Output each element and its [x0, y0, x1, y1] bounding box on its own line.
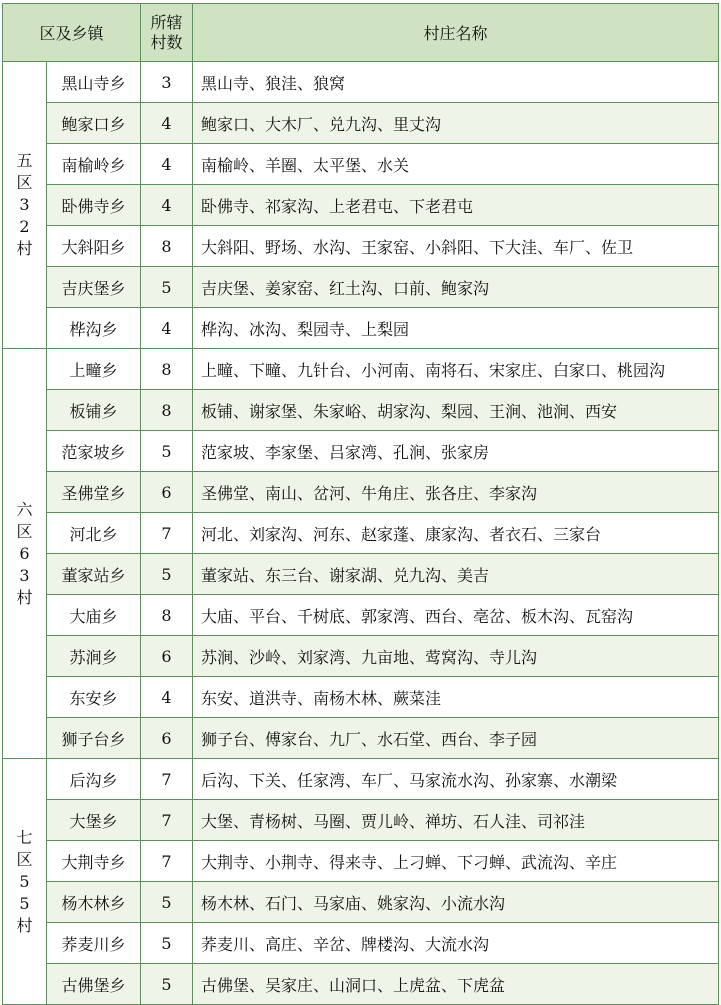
- village-count: 8: [141, 595, 193, 636]
- village-count: 5: [141, 882, 193, 923]
- town-name: 河北乡: [47, 513, 141, 554]
- town-name: 苏涧乡: [47, 636, 141, 677]
- town-name: 董家站乡: [47, 554, 141, 595]
- table-row: [3, 144, 719, 185]
- district-label: 六区63村: [16, 499, 33, 607]
- town-name: 圣佛堂乡: [47, 472, 141, 513]
- village-count: 8: [141, 349, 193, 390]
- village-count: 8: [141, 390, 193, 431]
- village-count: 6: [141, 718, 193, 759]
- table-row: [3, 800, 719, 841]
- table-row: [3, 841, 719, 882]
- town-name: 鲍家口乡: [47, 103, 141, 144]
- district-label: 五区32村: [16, 151, 33, 258]
- village-names: 吉庆堡、姜家窑、红土沟、口前、鲍家沟: [193, 267, 719, 308]
- village-names: 范家坡、李家堡、吕家湾、孔涧、张家房: [193, 431, 719, 472]
- town-name: 南榆岭乡: [47, 144, 141, 185]
- town-name: 东安乡: [47, 677, 141, 718]
- village-count: 8: [141, 226, 193, 267]
- village-names: 南榆岭、羊圈、太平堡、水关: [193, 144, 719, 185]
- district-cell: [3, 349, 47, 759]
- village-count: 6: [141, 636, 193, 677]
- village-names: 董家站、东三台、谢家湖、兑九沟、美吉: [193, 554, 719, 595]
- village-count: 7: [141, 759, 193, 800]
- village-count: 5: [141, 431, 193, 472]
- village-names: 板铺、谢家堡、朱家峪、胡家沟、梨园、王涧、池涧、西安: [193, 390, 719, 431]
- table-row: [3, 472, 719, 513]
- town-name: 荞麦川乡: [47, 923, 141, 964]
- village-names: 卧佛寺、祁家沟、上老君屯、下老君屯: [193, 185, 719, 226]
- table-row: [3, 759, 719, 800]
- village-table: [2, 3, 719, 1005]
- village-count: 5: [141, 964, 193, 1005]
- town-name: 板铺乡: [47, 390, 141, 431]
- table-row: [3, 267, 719, 308]
- header-count-line1: 所辖: [150, 12, 183, 32]
- village-names: 东安、道洪寺、南杨木林、蕨菜洼: [193, 677, 719, 718]
- district-cell: [3, 62, 47, 349]
- village-names: 后沟、下关、任家湾、车厂、马家流水沟、孙家寨、水潮梁: [193, 759, 719, 800]
- table-row: [3, 595, 719, 636]
- table-row: [3, 103, 719, 144]
- village-names: 狮子台、傅家台、九厂、水石堂、西台、李子园: [193, 718, 719, 759]
- village-names: 大斜阳、野场、水沟、王家窑、小斜阳、下大洼、车厂、佐卫: [193, 226, 719, 267]
- village-count: 5: [141, 923, 193, 964]
- village-count: 3: [141, 62, 193, 103]
- village-names: 圣佛堂、南山、岔河、牛角庄、张各庄、李家沟: [193, 472, 719, 513]
- table-row: [3, 923, 719, 964]
- village-names: 桦沟、冰沟、梨园寺、上梨园: [193, 308, 719, 349]
- village-names: 大荆寺、小荆寺、得来寺、上刁蝉、下刁蝉、武流沟、辛庄: [193, 841, 719, 882]
- district-cell: [3, 759, 47, 1005]
- table-row: [3, 882, 719, 923]
- village-names: 杨木林、石门、马家庙、姚家沟、小流水沟: [193, 882, 719, 923]
- village-names: 大庙、平台、千树底、郭家湾、西台、亳岔、板木沟、瓦窑沟: [193, 595, 719, 636]
- table-row: [3, 185, 719, 226]
- village-count: 4: [141, 103, 193, 144]
- town-name: 桦沟乡: [47, 308, 141, 349]
- village-names: 鲍家口、大木厂、兑九沟、里丈沟: [193, 103, 719, 144]
- header-district: 区及乡镇: [3, 4, 141, 62]
- village-count: 4: [141, 185, 193, 226]
- town-name: 吉庆堡乡: [47, 267, 141, 308]
- town-name: 范家坡乡: [47, 431, 141, 472]
- town-name: 杨木林乡: [47, 882, 141, 923]
- header-villages: 村庄名称: [193, 4, 719, 62]
- town-name: 大荆寺乡: [47, 841, 141, 882]
- town-name: 狮子台乡: [47, 718, 141, 759]
- town-name: 大庙乡: [47, 595, 141, 636]
- town-name: 大斜阳乡: [47, 226, 141, 267]
- village-names: 古佛堡、吴家庄、山洞口、上虎盆、下虎盆: [193, 964, 719, 1005]
- table-row: [3, 226, 719, 267]
- village-count: 5: [141, 554, 193, 595]
- town-name: 上疃乡: [47, 349, 141, 390]
- village-names: 上疃、下疃、九针台、小河南、南将石、宋家庄、白家口、桃园沟: [193, 349, 719, 390]
- town-name: 后沟乡: [47, 759, 141, 800]
- town-name: 古佛堡乡: [47, 964, 141, 1005]
- village-names: 荞麦川、高庄、辛岔、牌楼沟、大流水沟: [193, 923, 719, 964]
- village-count: 7: [141, 513, 193, 554]
- table-row: [3, 349, 719, 390]
- village-names: 黑山寺、狼洼、狼窝: [193, 62, 719, 103]
- village-names: 大堡、青杨树、马圈、贾儿岭、禅坊、石人洼、司祁洼: [193, 800, 719, 841]
- town-name: 大堡乡: [47, 800, 141, 841]
- village-names: 河北、刘家沟、河东、赵家蓬、康家沟、者衣石、三家台: [193, 513, 719, 554]
- table-row: [3, 513, 719, 554]
- table-row: [3, 677, 719, 718]
- table-row: [3, 964, 719, 1005]
- table-row: [3, 308, 719, 349]
- header-count: [141, 4, 193, 62]
- table-header-row: [3, 4, 719, 62]
- village-names: 苏涧、沙岭、刘家湾、九亩地、莺窝沟、寺儿沟: [193, 636, 719, 677]
- village-count: 4: [141, 308, 193, 349]
- village-count: 7: [141, 841, 193, 882]
- village-count: 6: [141, 472, 193, 513]
- village-count: 4: [141, 144, 193, 185]
- table-row: [3, 62, 719, 103]
- village-count: 7: [141, 800, 193, 841]
- town-name: 卧佛寺乡: [47, 185, 141, 226]
- table-row: [3, 431, 719, 472]
- table-row: [3, 390, 719, 431]
- village-count: 5: [141, 267, 193, 308]
- table-row: [3, 636, 719, 677]
- table-row: [3, 554, 719, 595]
- village-count: 4: [141, 677, 193, 718]
- table-row: [3, 718, 719, 759]
- town-name: 黑山寺乡: [47, 62, 141, 103]
- district-label: 七区55村: [16, 827, 33, 935]
- header-count-line2: 村数: [150, 32, 183, 52]
